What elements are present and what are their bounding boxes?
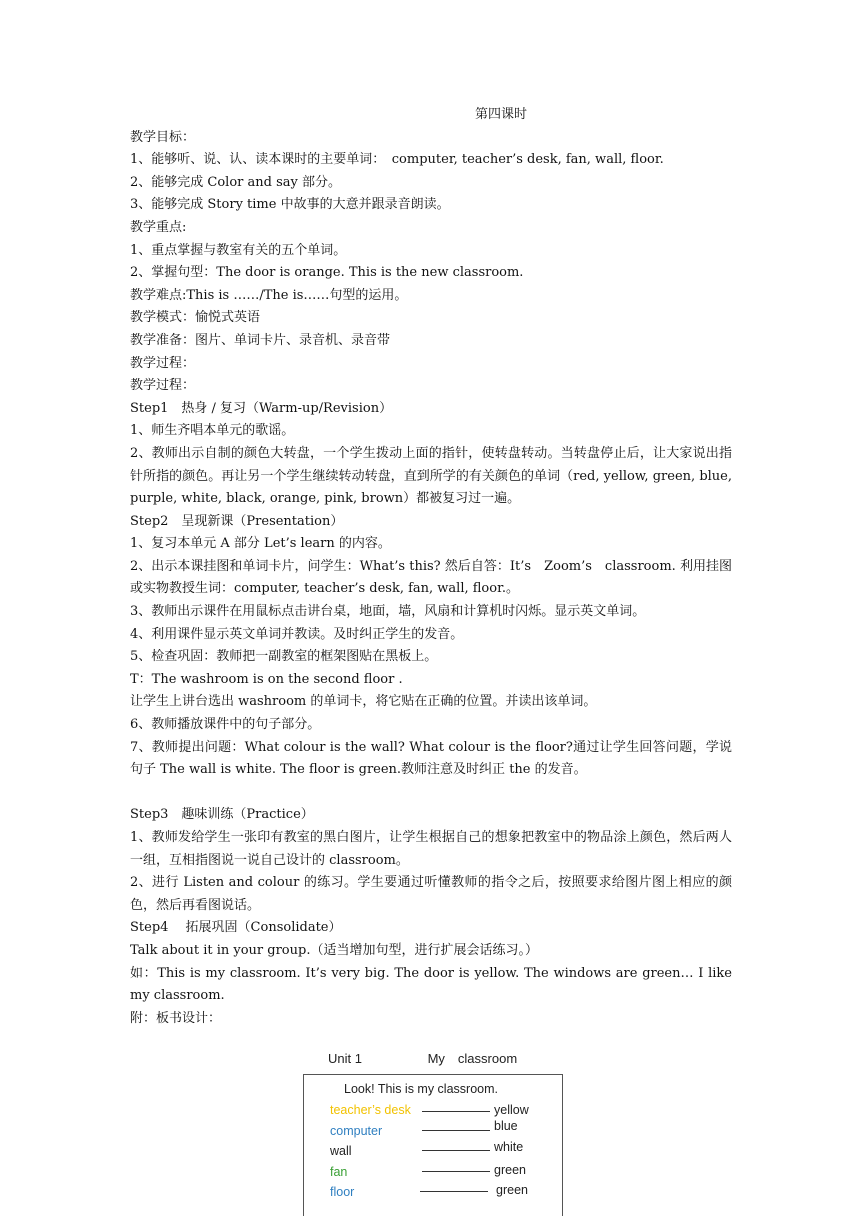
text-line: 2、掌握句型：The door is orange. This is the new classroom. bbox=[130, 265, 524, 281]
board-color-word: green bbox=[496, 1183, 528, 1197]
page-title: 第四课时 bbox=[474, 107, 527, 122]
paragraph: 2、进行 Listen and colour 的练习。学生要通过听懂教师的指令之后，按照要求给图片图上相应的颜色，然后再看图说话。 bbox=[130, 875, 732, 913]
connector-line bbox=[422, 1111, 490, 1112]
text-line: 1、复习本单元 A 部分 Let’s learn 的内容。 bbox=[130, 536, 391, 552]
connector-line bbox=[420, 1191, 488, 1192]
blackboard-design bbox=[303, 1074, 563, 1216]
text-line: 6、教师播放课件中的句子部分。 bbox=[130, 717, 321, 733]
board-topic: My classroom bbox=[427, 1051, 518, 1066]
connector-line bbox=[422, 1130, 490, 1131]
step4-heading: Step4 拓展巩固（Consolidate） bbox=[130, 920, 342, 936]
text-line: 教学过程： bbox=[130, 378, 196, 394]
board-row bbox=[330, 1163, 560, 1183]
text-line: 1、能够听、说、认、读本课时的主要单词： computer, teacher’s desk, fan, wall, floor. bbox=[130, 152, 664, 168]
text-line: 教学重点: bbox=[130, 219, 187, 235]
text-line: 教学难点:This is ……/The is……句型的运用。 bbox=[130, 287, 408, 303]
text-line: 附：板书设计： bbox=[130, 1010, 222, 1026]
text-line: 2、能够完成 Color and say 部分。 bbox=[130, 174, 341, 190]
paragraph: 2、教师出示自制的颜色大转盘，一个学生拨动上面的指针，使转盘转动。当转盘停止后，让大家说出指针所指的颜色。再让另一个学生继续转动转盘，直到所学的有关颜色的单词（red, yellow, green, blue, purple, white, black, orange, pink, brown）都被复习过一遍。 bbox=[130, 445, 732, 507]
text-line: 3、能够完成 Story time 中故事的大意并跟录音朗读。 bbox=[130, 197, 450, 213]
step3-heading: Step3 趣味训练（Practice） bbox=[130, 807, 314, 823]
board-title: Look! This is my classroom. bbox=[344, 1082, 498, 1096]
board-color-word: green bbox=[494, 1163, 526, 1177]
paragraph: 1、教师发给学生一张印有教室的黑白图片，让学生根据自己的想象把教室中的物品涂上颜色，然后两人一组，互相指图说一说自己设计的 classroom。 bbox=[130, 830, 732, 868]
text-line: T：The washroom is on the second floor . bbox=[130, 671, 403, 687]
text-line: 教学过程： bbox=[130, 355, 196, 371]
text-line: 3、教师出示课件在用鼠标点击讲台桌，地面，墙，风扇和计算机时闪烁。显示英文单词。 bbox=[130, 604, 646, 620]
board-row bbox=[330, 1119, 560, 1142]
text-line: 让学生上讲台选出 washroom 的单词卡，将它贴在正确的位置。并读出该单词。 bbox=[130, 694, 597, 710]
connector-line bbox=[422, 1171, 490, 1172]
board-word: teacher’s desk bbox=[330, 1103, 411, 1117]
text-line: 5、检查巩固：教师把一副教室的框架图贴在黑板上。 bbox=[130, 649, 438, 665]
step1-heading: Step1 热身 / 复习（Warm-up/Revision） bbox=[130, 400, 393, 416]
board-word: wall bbox=[330, 1144, 352, 1158]
paragraph: 7、教师提出问题：What colour is the wall? What colour is the floor?通过让学生回答问题，学说句子 The wall is white. The floor is green.教师注意及时纠正 the 的发音。 bbox=[130, 739, 732, 778]
text-line: 教学模式：愉悦式英语 bbox=[130, 310, 261, 326]
board-row bbox=[330, 1183, 560, 1203]
text-line: 1、重点掌握与教室有关的五个单词。 bbox=[130, 242, 347, 258]
paragraph: 2、出示本课挂图和单词卡片，问学生：What’s this? 然后自答：It’s Zoom’s classroom. 利用挂图或实物教授生词：computer, teacher’s desk, fan, wall, floor.。 bbox=[130, 558, 732, 597]
text-line: Talk about it in your group.（适当增加句型，进行扩展会话练习。） bbox=[130, 942, 538, 958]
text-line: 1、师生齐唱本单元的歌谣。 bbox=[130, 423, 295, 439]
lesson-plan-text bbox=[130, 104, 732, 1030]
board-unit: Unit 1 bbox=[328, 1051, 362, 1066]
board-word: fan bbox=[330, 1165, 348, 1179]
text-line: 4、利用课件显示英文单词并教读。及时纠正学生的发音。 bbox=[130, 626, 464, 642]
board-color-word: blue bbox=[494, 1119, 518, 1133]
board-word: floor bbox=[330, 1185, 355, 1199]
board-word: computer bbox=[330, 1124, 383, 1138]
board-row bbox=[330, 1142, 560, 1162]
board-color-word: white bbox=[494, 1140, 524, 1154]
connector-line bbox=[422, 1150, 490, 1151]
step2-heading: Step2 呈现新课（Presentation） bbox=[130, 513, 344, 529]
board-row bbox=[330, 1103, 560, 1123]
text-line: 教学目标： bbox=[130, 129, 196, 145]
board-heading bbox=[328, 1048, 588, 1067]
paragraph: 如：This is my classroom. It’s very big. The door is yellow. The windows are green… I like my classroom. bbox=[130, 965, 732, 1004]
board-color-word: yellow bbox=[494, 1103, 529, 1117]
spacer bbox=[130, 782, 732, 805]
text-line: 教学准备：图片、单词卡片、录音机、录音带 bbox=[130, 332, 391, 348]
